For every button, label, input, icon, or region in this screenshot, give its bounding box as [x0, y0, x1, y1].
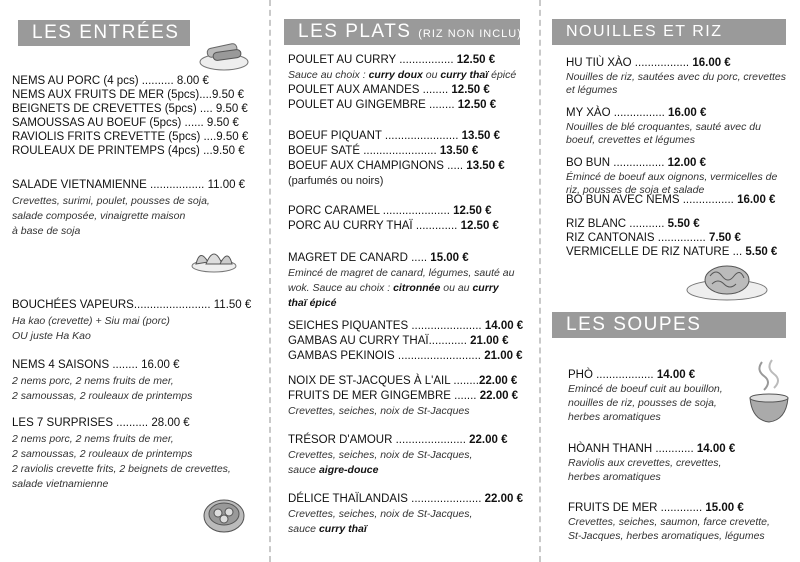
- item-description: Émincé de boeuf aux oignons, vermicelles de: [566, 171, 778, 183]
- menu-item: SAMOUSSAS AU BOEUF (5pcs) ...... 9.50 €: [12, 117, 239, 129]
- menu-item: POULET AU CURRY ................. 12.50 €: [288, 54, 496, 66]
- section-title-entrees: LES ENTRÉES: [18, 20, 190, 46]
- menu-item-salade: SALADE VIETNAMIENNE ................. 11.00 €: [12, 179, 246, 191]
- item-description: wok. Sauce au choix : citronnée ou au curry: [288, 282, 499, 294]
- fold-line-right: [539, 0, 541, 562]
- column-entrees: [0, 0, 265, 562]
- menu-item: BOEUF PIQUANT ....................... 13.50 €: [288, 130, 500, 142]
- item-description: 2 samoussas, 2 rouleaux de printemps: [12, 448, 193, 460]
- item-description: boeuf, crevettes et légumes: [566, 134, 695, 146]
- section-title-nouilles: NOUILLES ET RIZ: [552, 19, 786, 45]
- menu-item: FRUITS DE MER ............. 15.00 €: [568, 502, 744, 514]
- item-description: Crevettes, seiches, saumon, farce crevette,: [568, 516, 770, 528]
- menu-item: GAMBAS AU CURRY THAÏ............ 21.00 €: [288, 335, 509, 347]
- menu-item: RAVIOLIS FRITS CREVETTE (5pcs) ....9.50 €: [12, 131, 249, 143]
- item-description: à base de soja: [12, 225, 81, 237]
- item-description: 2 nems porc, 2 nems fruits de mer,: [12, 433, 174, 445]
- item-description: thaï épicé: [288, 297, 337, 309]
- item-description: 2 nems porc, 2 nems fruits de mer,: [12, 375, 174, 387]
- item-description: Emincé de magret de canard, légumes, sauté au: [288, 267, 515, 279]
- menu-item: PORC AU CURRY THAÏ ............. 12.50 €: [288, 220, 499, 232]
- steamer-basket-icon: [202, 494, 246, 534]
- column-nouilles-soupes: [544, 0, 800, 562]
- item-description: sauce curry thaï: [288, 523, 367, 535]
- menu-item: MY XÀO ................ 16.00 €: [566, 107, 707, 119]
- menu-item: NEMS AUX FRUITS DE MER (5pcs)....9.50 €: [12, 89, 244, 101]
- menu-item: RIZ BLANC ........... 5.50 €: [566, 218, 700, 230]
- item-description: salade vietnamienne: [12, 478, 109, 490]
- menu-item: BEIGNETS DE CREVETTES (5pcs) .... 9.50 €: [12, 103, 248, 115]
- menu-item: POULET AU GINGEMBRE ........ 12.50 €: [288, 99, 497, 111]
- fold-line-left: [269, 0, 271, 562]
- item-description: nouilles de riz, pousses de soja,: [568, 397, 717, 409]
- item-description: sauce aigre-douce: [288, 464, 379, 476]
- item-description: Nouilles de riz, sautées avec du porc, crevettes: [566, 71, 787, 83]
- menu-item: GAMBAS PEKINOIS .......................... 21.00 €: [288, 350, 523, 362]
- menu-item: POULET AUX AMANDES ........ 12.50 €: [288, 84, 490, 96]
- item-description: St-Jacques, herbes aromatiques, légumes: [568, 530, 765, 542]
- menu-item: MAGRET DE CANARD ..... 15.00 €: [288, 252, 469, 264]
- item-description: Emincé de boeuf cuit au bouillon,: [568, 383, 723, 395]
- menu-item-bouchees: BOUCHÉES VAPEURS........................ 11.50 €: [12, 299, 252, 311]
- menu-item: BOEUF SATÉ ....................... 13.50 €: [288, 145, 479, 157]
- menu-item: PORC CARAMEL ..................... 12.50 €: [288, 205, 492, 217]
- item-description: riz, pousses de soja et salade: [566, 184, 705, 196]
- menu-item: HU TIÙ XÀO ................. 16.00 €: [566, 57, 731, 69]
- menu-item: BO BUN ................ 12.00 €: [566, 157, 706, 169]
- menu-item: DÉLICE THAÏLANDAIS ...................... 22.00 €: [288, 493, 523, 505]
- menu-item: HÒANH THANH ............ 14.00 €: [568, 443, 736, 455]
- item-description: herbes aromatiques: [568, 471, 661, 483]
- dumplings-icon: [190, 240, 238, 274]
- item-description: Ha kao (crevette) + Siu mai (porc): [12, 315, 170, 327]
- soup-bowl-icon: [748, 356, 790, 426]
- nems-plate-icon: [198, 38, 250, 72]
- column-plats: [274, 0, 536, 562]
- menu-item: NEMS AU PORC (4 pcs) .......... 8.00 €: [12, 75, 209, 87]
- menu-item: PHÒ .................. 14.00 €: [568, 369, 696, 381]
- item-description: Raviolis aux crevettes, crevettes,: [568, 457, 722, 469]
- item-description: Sauce au choix : curry doux ou curry thaï épicé: [288, 69, 517, 81]
- menu-item: BO BUN AVEC NEMS ................ 16.00 €: [566, 194, 776, 206]
- section-title-soupes: LES SOUPES: [552, 312, 786, 338]
- item-description: Crevettes, seiches, noix de St-Jacques,: [288, 508, 473, 520]
- menu-item: SEICHES PIQUANTES ...................... 14.00 €: [288, 320, 524, 332]
- item-description: herbes aromatiques: [568, 411, 661, 423]
- menu-item: BOEUF AUX CHAMPIGNONS ..... 13.50 €: [288, 160, 505, 172]
- item-description: 2 raviolis crevette frits, 2 beignets de crevettes,: [12, 463, 231, 475]
- menu-item: TRÉSOR D'AMOUR ...................... 22.00 €: [288, 434, 508, 446]
- menu-item: ROULEAUX DE PRINTEMPS (4pcs) ...9.50 €: [12, 145, 245, 157]
- menu-item: VERMICELLE DE RIZ NATURE ... 5.50 €: [566, 246, 778, 258]
- menu-item-nems4: NEMS 4 SAISONS ........ 16.00 €: [12, 359, 180, 371]
- item-description: salade composée, vinaigrette maison: [12, 210, 186, 222]
- item-description: Nouilles de blé croquantes, sauté avec du: [566, 121, 761, 133]
- item-description: OU juste Ha Kao: [12, 330, 91, 342]
- noodle-plate-icon: [684, 254, 770, 302]
- item-description: Crevettes, surimi, poulet, pousses de soja,: [12, 195, 210, 207]
- menu-item: RIZ CANTONAIS ............... 7.50 €: [566, 232, 741, 244]
- item-description: 2 samoussas, 2 rouleaux de printemps: [12, 390, 193, 402]
- item-note: (parfumés ou noirs): [288, 175, 384, 187]
- menu-item: FRUITS DE MER GINGEMBRE ....... 22.00 €: [288, 390, 519, 402]
- section-title-plats: LES PLATS (RIZ NON INCLU): [284, 19, 520, 45]
- item-description: Crevettes, seiches, noix de St-Jacques: [288, 405, 470, 417]
- item-description: et légumes: [566, 84, 618, 96]
- menu-item-surprises: LES 7 SURPRISES .......... 28.00 €: [12, 417, 190, 429]
- item-description: Crevettes, seiches, noix de St-Jacques,: [288, 449, 473, 461]
- menu-item: NOIX DE ST-JACQUES À L'AIL ........22.00 €: [288, 375, 518, 387]
